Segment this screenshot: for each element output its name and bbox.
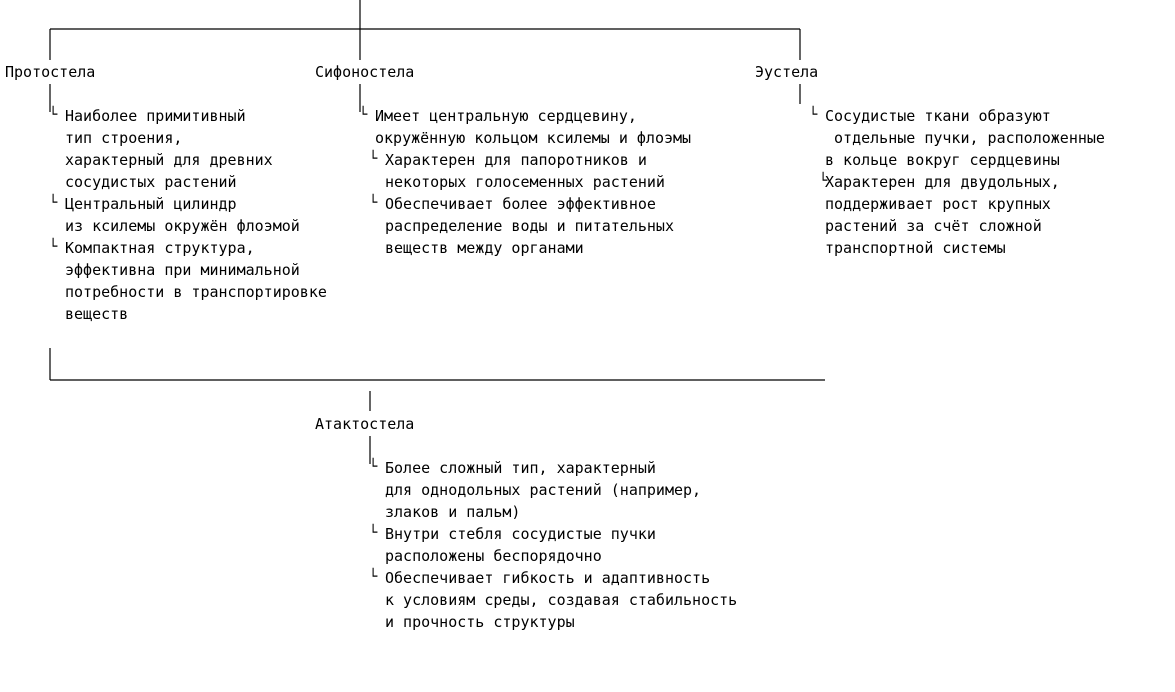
ataktostela-title: Атактостела bbox=[315, 415, 415, 433]
ataktostela-item-1: Более сложный тип, характерный для однодольных растений (например, злаков и пальм) bbox=[385, 459, 702, 521]
sifonostela-item-1-marker: └ bbox=[359, 107, 368, 123]
ataktostela-item-1-marker: └ bbox=[369, 459, 378, 475]
eustela-item-2: Характерен для двудольных, поддерживает рост крупных растений за счёт сложной транспортной системы bbox=[825, 173, 1060, 257]
sifonostela-item-3-marker: └ bbox=[369, 195, 378, 211]
sifonostela-item-2-marker: └ bbox=[369, 151, 378, 167]
protostela-item-2: Центральный цилиндр из ксилемы окружён флоэмой bbox=[65, 195, 300, 235]
protostela-title: Протостела bbox=[5, 63, 96, 81]
ataktostela-item-3-marker: └ bbox=[369, 569, 378, 585]
eustela-item-1-marker: └ bbox=[809, 107, 818, 123]
eustela-item-1: Сосудистые ткани образуют отдельные пучки, расположенные в кольце вокруг сердцевины bbox=[825, 107, 1105, 169]
ataktostela-item-3: Обеспечивает гибкость и адаптивность к условиям среды, создавая стабильность и прочность структуры bbox=[385, 569, 738, 631]
ataktostela-item-2: Внутри стебля сосудистые пучки расположены беспорядочно bbox=[385, 525, 656, 565]
eustela-title: Эустела bbox=[755, 63, 819, 81]
protostela-item-3: Компактная структура, эффективна при минимальной потребности в транспортировке веществ bbox=[65, 239, 327, 323]
sifonostela-item-3: Обеспечивает более эффективное распределение воды и питательных веществ между органами bbox=[385, 195, 674, 257]
eustela-item-2-marker: └ bbox=[819, 173, 828, 189]
protostela-item-1-marker: └ bbox=[49, 107, 58, 123]
ataktostela-item-2-marker: └ bbox=[369, 525, 378, 541]
sifonostela-item-2: Характерен для папоротников и некоторых голосеменных растений bbox=[385, 151, 665, 191]
sifonostela-title: Сифоностела bbox=[315, 63, 415, 81]
protostela-item-3-marker: └ bbox=[49, 239, 58, 255]
protostela-item-1: Наиболее примитивный тип строения, характерный для древних сосудистых растений bbox=[65, 107, 273, 191]
protostela-item-2-marker: └ bbox=[49, 195, 58, 211]
sifonostela-item-1: Имеет центральную сердцевину, окружённую кольцом ксилемы и флоэмы bbox=[375, 107, 692, 147]
